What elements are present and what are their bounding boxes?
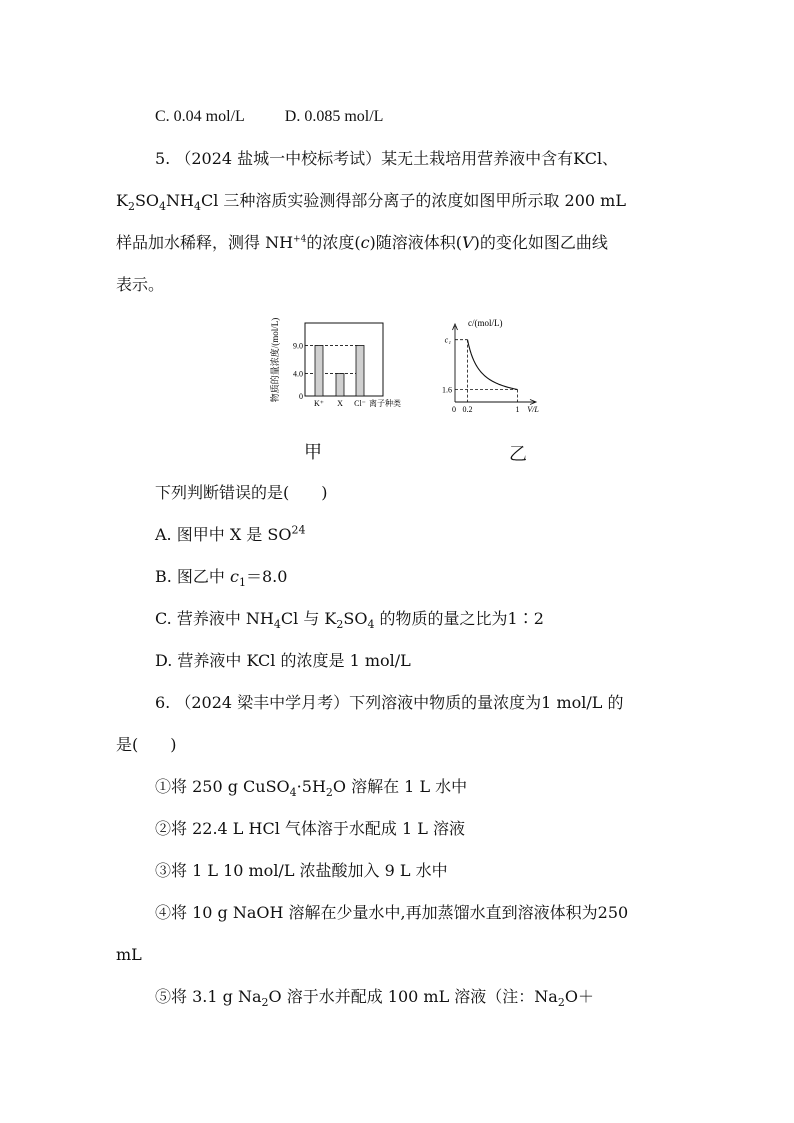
option-c-text: Cl 与 K xyxy=(280,609,337,628)
jia-ytick-label: 4.0 xyxy=(293,369,303,379)
q5-text: NH xyxy=(166,191,194,210)
figure-yi-caption: 乙 xyxy=(509,444,527,465)
prev-options xyxy=(155,106,383,128)
q6-stem-1: 下列溶液中物质的量浓度为1 mol/L 的 xyxy=(349,693,624,712)
q5-text: SO xyxy=(134,191,160,210)
q5-text: 的浓度( xyxy=(306,233,361,252)
option-d-prev: D. 0.085 mol/L xyxy=(284,108,384,125)
q6-item-text: ⑤将 3.1 g Na xyxy=(155,987,262,1006)
q5-stem-line-3: 样品加水稀释，测得 $NH^{+4}$的浓度(c)随溶液体积(V)的变化如图乙曲线 xyxy=(116,233,608,252)
q5-text: Cl 三种溶质实验测得部分离子的浓度如图甲所示取 200 mL xyxy=(200,191,626,210)
option-c-prev: C. 0.04 mol/L xyxy=(155,108,245,125)
q5-text: K xyxy=(116,191,128,210)
option-a-text: A. 图甲中 X 是 SO xyxy=(155,525,292,544)
q6-item-4-cont: mL xyxy=(116,945,142,964)
q5-stem-line-1 xyxy=(155,148,618,170)
option-a-sup: 2 xyxy=(291,523,299,537)
yi-ylabel: c/(mol/L) xyxy=(468,318,503,328)
jia-xlabel: 离子种类 xyxy=(369,399,401,408)
q6-item-text: ·5H xyxy=(296,777,326,796)
q6-item-text: ①将 250 g CuSO xyxy=(155,777,290,796)
q6-item-4: ④将 10 g NaOH 溶解在少量水中,再加蒸馏水直到溶液体积为250 xyxy=(155,903,629,922)
yi-ytick-c1: c₁ xyxy=(444,335,451,345)
option-c-text: 的物质的量之比为1∶2 xyxy=(374,609,544,628)
option-b-var: c xyxy=(230,567,239,586)
jia-bar xyxy=(315,345,323,396)
q6-item-2: ②将 22.4 L HCl 气体溶于水配成 1 L 溶液 xyxy=(155,819,465,838)
jia-bar xyxy=(336,374,344,396)
q5-stem-1: 某无土栽培用营养液中含有KCl、 xyxy=(381,149,619,168)
q5-text: 样品加水稀释，测得 NH xyxy=(116,233,294,252)
figure-yi xyxy=(420,310,560,425)
option-c-text: C. 营养液中 NH xyxy=(155,609,274,628)
yi-xlabel: V/L xyxy=(527,405,539,414)
q5-question: 下列判断错误的是( ) xyxy=(155,483,328,502)
q6-item-3: ③将 1 L 10 mol/L 浓盐酸加入 9 L 水中 xyxy=(155,861,448,880)
q5-option-c: C. 营养液中 $NH_4Cl$ 与 $K_2SO_4$ 的物质的量之比为1∶2 xyxy=(155,609,544,632)
q6-stem-line-2: 是( ) xyxy=(116,735,177,754)
q5-var-v: V xyxy=(462,233,474,252)
option-b-value: ＝8.0 xyxy=(246,567,288,586)
q6-stem-line-1 xyxy=(155,692,623,714)
q6-item-5: ⑤将 3.1 g $Na_2O$ 溶于水并配成 100 mL 溶液（注：$Na_2O+$ xyxy=(155,987,594,1010)
q5-number: 5. xyxy=(155,149,171,168)
q5-option-d: D. 营养液中 KCl 的浓度是 1 mol/L xyxy=(155,651,411,670)
q5-source: （2024 盐城一中校标考试） xyxy=(175,149,382,168)
q6-item-text: O 溶于水并配成 100 mL 溶液（注：Na xyxy=(268,987,558,1006)
q5-text: )随溶液体积( xyxy=(369,233,463,252)
figure-jia-caption: 甲 xyxy=(304,442,322,463)
jia-ytick-label: 0 xyxy=(299,392,303,401)
jia-xtick-label: K⁺ xyxy=(314,399,324,408)
option-b-text: B. 图乙中 xyxy=(155,567,231,586)
figure-jia xyxy=(270,310,410,425)
q5-text: )的变化如图乙曲线 xyxy=(473,233,608,252)
yi-xtick-0: 0 xyxy=(452,405,456,414)
jia-xtick-label: Cl⁻ xyxy=(354,399,366,408)
q6-item-1: ①将 250 g $CuSO_4\cdot 5H_2O$ 溶解在 1 L 水中 xyxy=(155,777,468,800)
yi-xtick-1: 1 xyxy=(515,405,520,414)
option-b-sub: 1 xyxy=(239,576,246,590)
yi-xtick-02: 0.2 xyxy=(462,405,473,414)
q5-stem-line-4: 表示。 xyxy=(116,275,165,294)
q5-option-a xyxy=(155,524,305,546)
q5-stem-line-2: $K_2SO_4NH_4Cl$ 三种溶质实验测得部分离子的浓度如图甲所示取 200 mL xyxy=(116,191,626,214)
option-c-text: SO xyxy=(343,609,368,628)
jia-xtick-label: X xyxy=(337,399,343,408)
q5-option-b xyxy=(155,566,287,588)
q6-item-text: O 溶解在 1 L 水中 xyxy=(332,777,468,796)
q6-item-text: O＋ xyxy=(564,987,594,1006)
yi-curve xyxy=(468,340,518,390)
q6-number: 6. xyxy=(155,693,171,712)
jia-bar xyxy=(356,345,364,396)
jia-ytick-label: 9.0 xyxy=(293,341,303,351)
q5-var-c: c xyxy=(360,233,370,252)
option-a-sup2: 4 xyxy=(298,523,306,537)
jia-ylabel: 物质的量浓度/(mol/L) xyxy=(270,317,280,403)
yi-ytick-16: 1.6 xyxy=(442,385,452,395)
q6-source: （2024 梁丰中学月考） xyxy=(175,693,350,712)
